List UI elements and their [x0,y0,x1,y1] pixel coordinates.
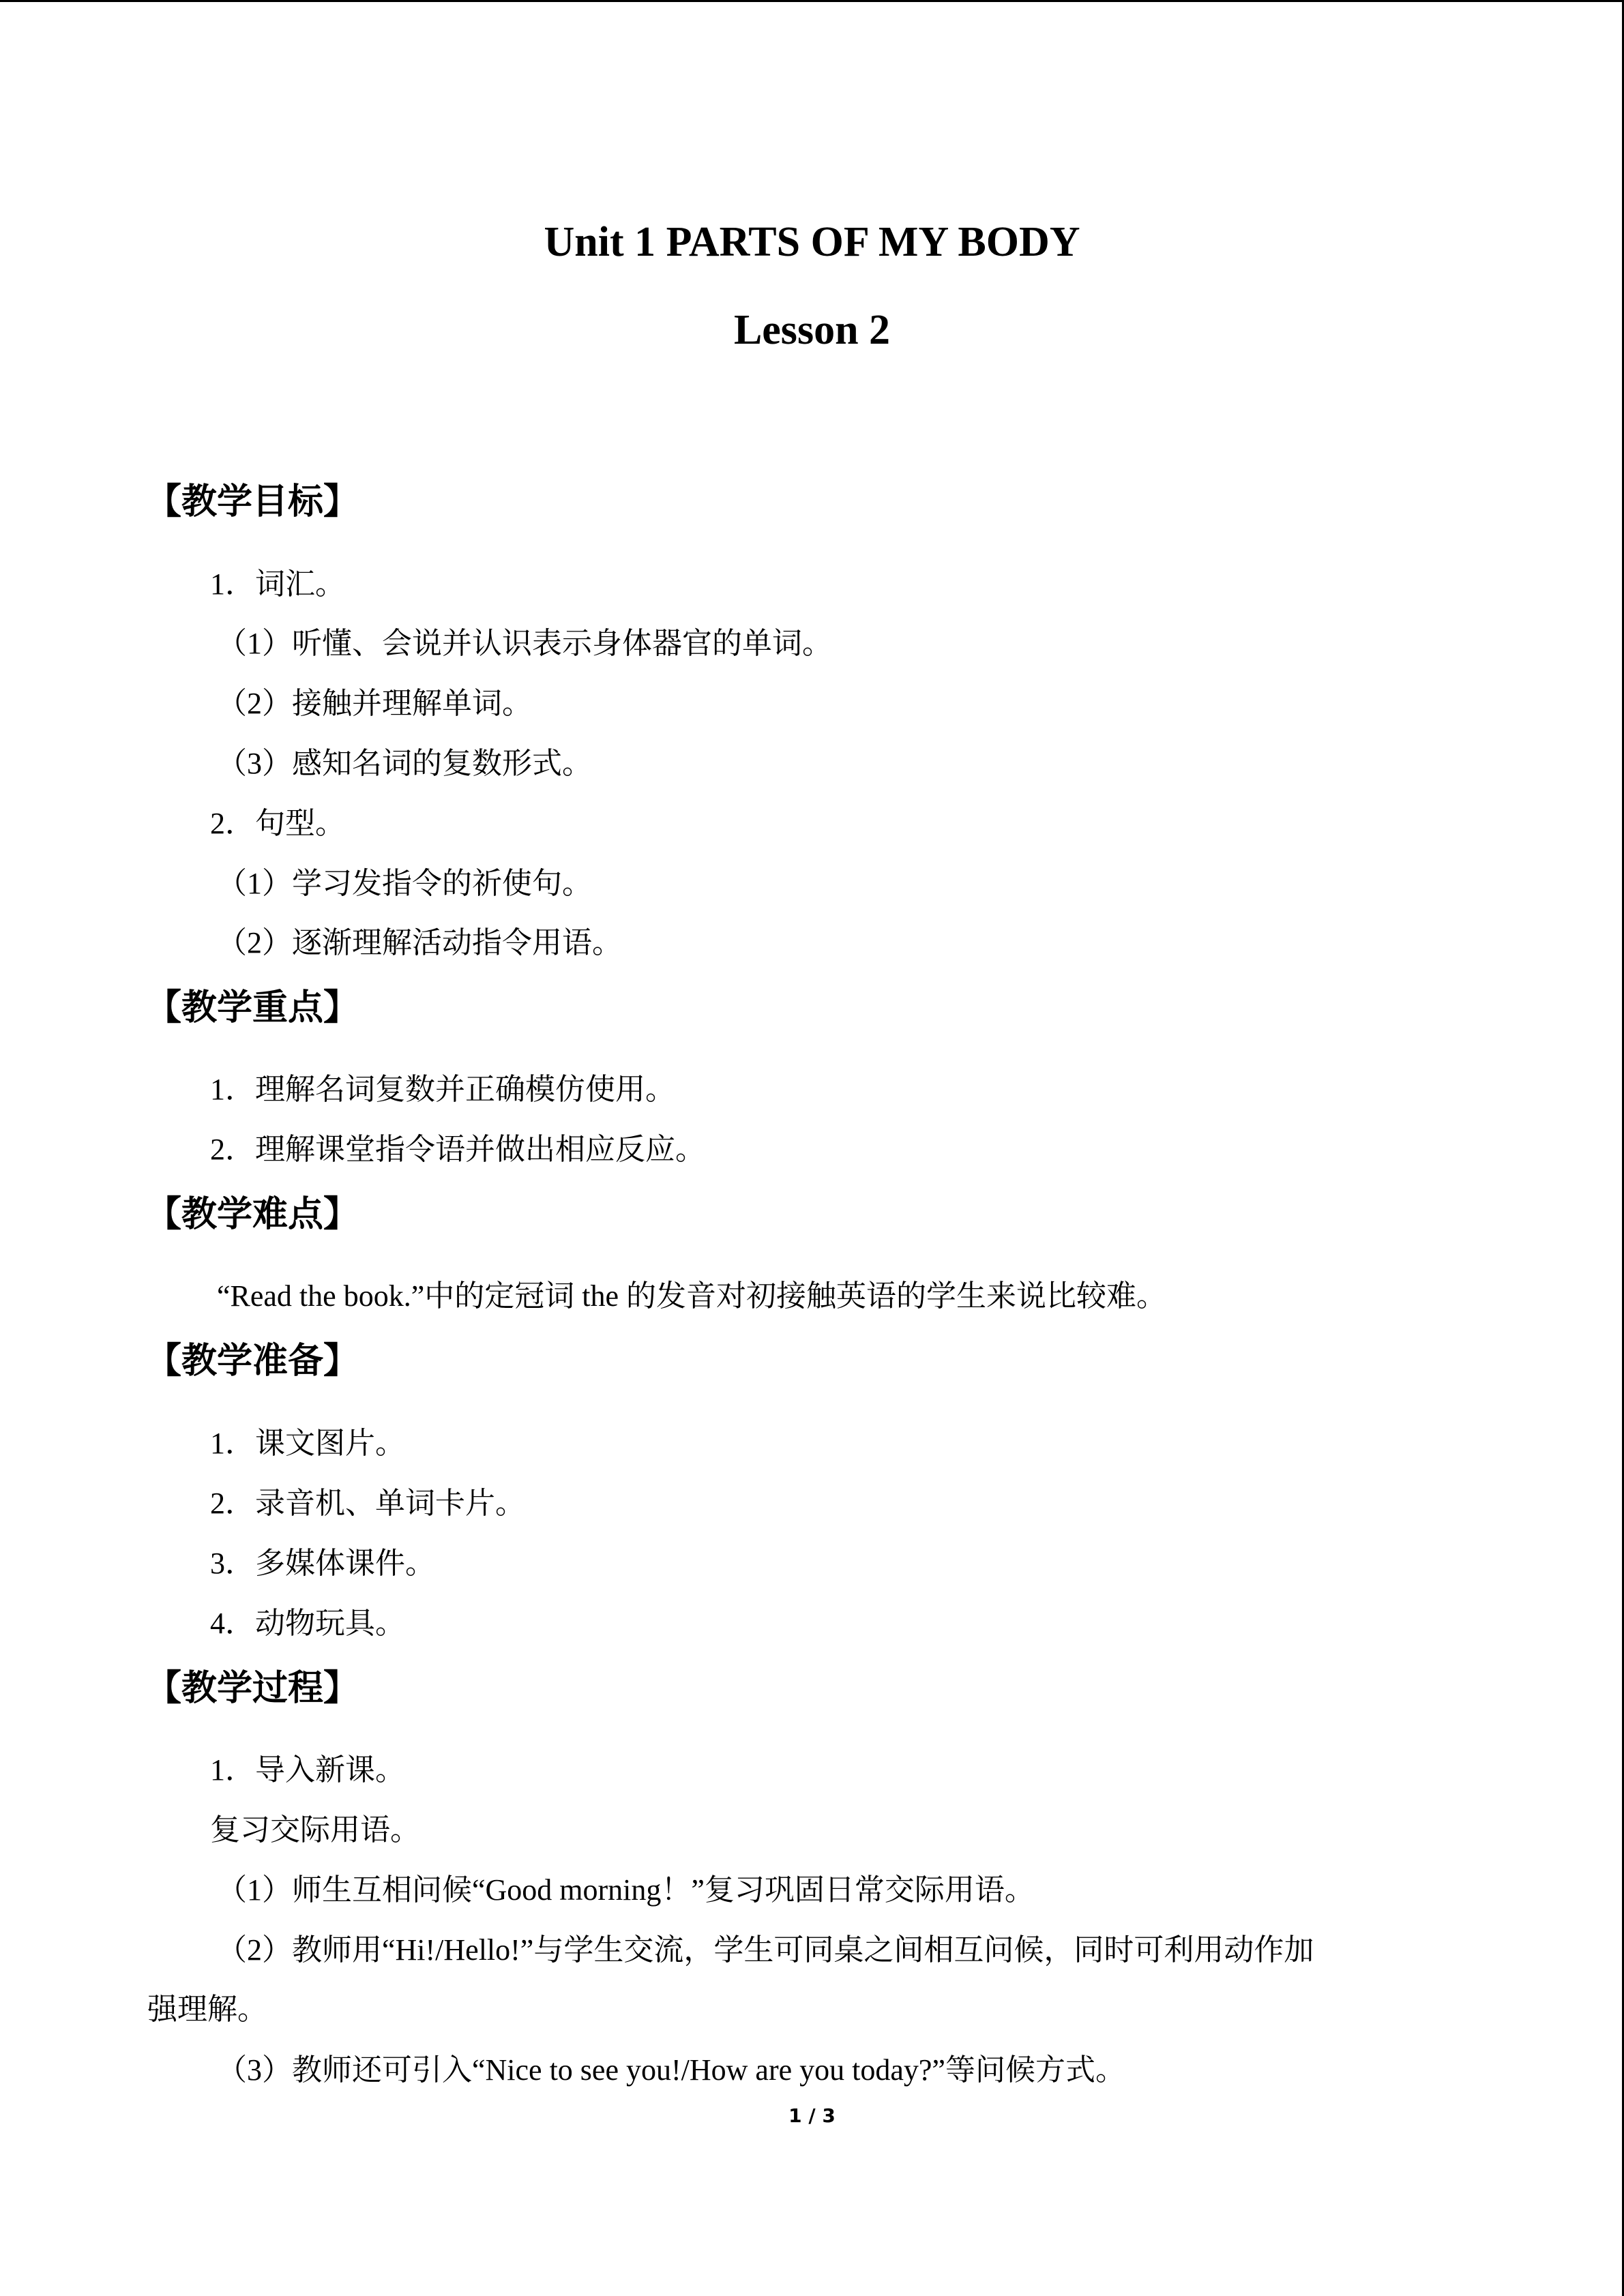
preparation-line: 4．动物玩具。 [210,1607,405,1640]
difficulties-line: “Read the book.”中的定冠词 the 的发音对初接触英语的学生来说比较难。 [217,1279,1166,1313]
key-points-line: 2．理解课堂指令语并做出相应反应。 [210,1133,705,1166]
document-title: Unit 1 PARTS OF MY BODY [544,219,1080,265]
section-heading-preparation: 【教学准备】 [146,1341,359,1382]
objectives-line: （1）听懂、会说并认识表示身体器官的单词。 [217,627,832,660]
lesson-subtitle: Lesson 2 [733,307,891,353]
process-line: 强理解。 [147,1993,267,2026]
process-line: （3）教师还可引入“Nice to see you!/How are you today?”等问候方式。 [217,2053,1125,2087]
process-line: 复习交际用语。 [210,1813,420,1847]
section-heading-difficulties: 【教学难点】 [146,1194,359,1235]
objectives-line: 2．句型。 [210,807,345,840]
objectives-line: （2）逐渐理解活动指令用语。 [217,926,622,959]
key-points-line: 1．理解名词复数并正确模仿使用。 [210,1073,675,1106]
preparation-line: 3．多媒体课件。 [210,1547,435,1580]
section-heading-process: 【教学过程】 [146,1668,359,1709]
objectives-line: （3）感知名词的复数形式。 [217,747,592,780]
objectives-line: 1．词汇。 [210,567,345,601]
preparation-line: 2．录音机、单词卡片。 [210,1487,525,1520]
objectives-line: （1）学习发指令的祈使句。 [217,867,592,900]
preparation-line: 1．课文图片。 [210,1427,405,1460]
process-line: 1．导入新课。 [210,1753,405,1787]
page-number: 1 / 3 [788,2104,836,2127]
objectives-line: （2）接触并理解单词。 [217,687,532,720]
section-heading-objectives: 【教学目标】 [146,481,359,522]
process-line: （1）师生互相问候“Good morning！”复习巩固日常交际用语。 [217,1873,1035,1907]
process-line: （2）教师用“Hi!/Hello!”与学生交流，学生可同桌之间相互问候，同时可利用动作加 [217,1933,1314,1967]
section-heading-key-points: 【教学重点】 [146,987,359,1028]
